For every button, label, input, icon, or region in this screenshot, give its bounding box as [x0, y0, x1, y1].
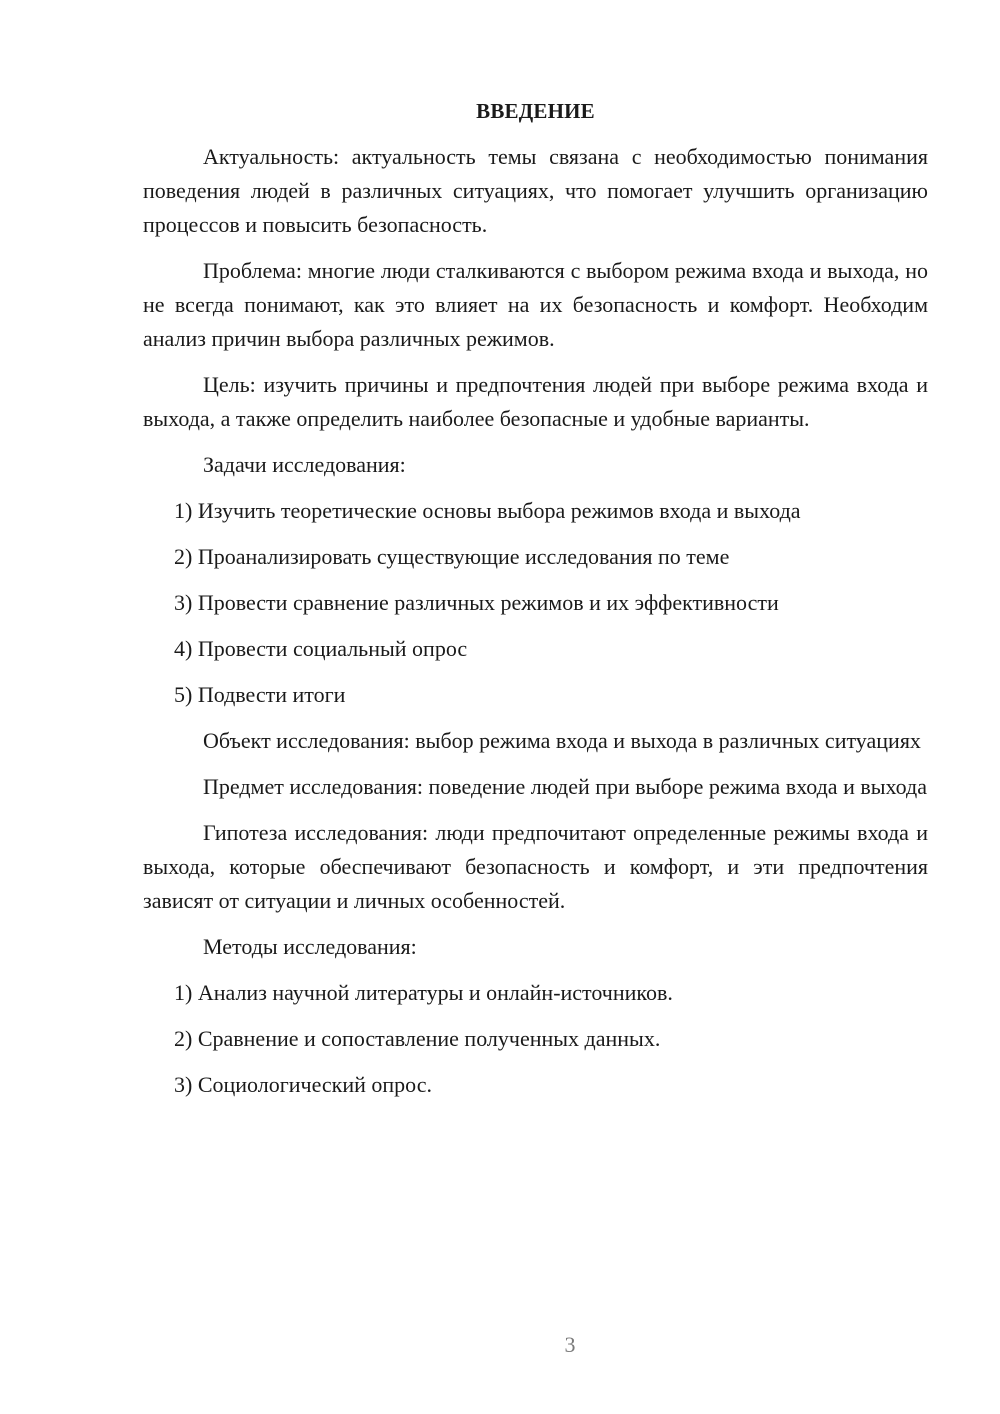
method-item: 2) Сравнение и сопоставление полученных данных.	[174, 1026, 661, 1051]
tasks-heading: Задачи исследования:	[203, 452, 406, 477]
task-item: 5) Подвести итоги	[174, 682, 346, 707]
paragraph-object: Объект исследования: выбор режима входа и выхода в различных ситуациях	[203, 728, 921, 753]
paragraph-subject: Предмет исследования: поведение людей при выборе режима входа и выхода	[203, 774, 928, 799]
methods-heading: Методы исследования:	[203, 934, 417, 959]
task-item: 3) Провести сравнение различных режимов и их эффективности	[174, 590, 779, 615]
page-content	[143, 94, 928, 1102]
task-item: 1) Изучить теоретические основы выбора режимов входа и выхода	[174, 498, 801, 523]
task-item: 2) Проанализировать существующие исследования по теме	[174, 544, 730, 569]
method-item: 1) Анализ научной литературы и онлайн-источников.	[174, 980, 673, 1005]
section-title: ВВЕДЕНИЕ	[476, 99, 595, 123]
paragraph-hypothesis: Гипотеза исследования: люди предпочитают определенные режимы входа и выхода, которые обеспечивают безопасность и комфорт, и эти предпочтения зависят от ситуации и личных особенностей.	[143, 820, 928, 913]
task-item: 4) Провести социальный опрос	[174, 636, 468, 661]
paragraph-relevance: Актуальность: актуальность темы связана с необходимостью понимания поведения людей в различных ситуациях, что помогает улучшить организацию процессов и повысить безопасность.	[143, 144, 928, 237]
page-number: 3	[564, 1332, 576, 1357]
paragraph-goal: Цель: изучить причины и предпочтения людей при выборе режима входа и выхода, а также определить наиболее безопасные и удобные варианты.	[143, 372, 928, 431]
paragraph-problem: Проблема: многие люди сталкиваются с выбором режима входа и выхода, но не всегда понимают, как это влияет на их безопасность и комфорт. Необходим анализ причин выбора различных режимов.	[143, 258, 928, 351]
method-item: 3) Социологический опрос.	[174, 1072, 432, 1097]
